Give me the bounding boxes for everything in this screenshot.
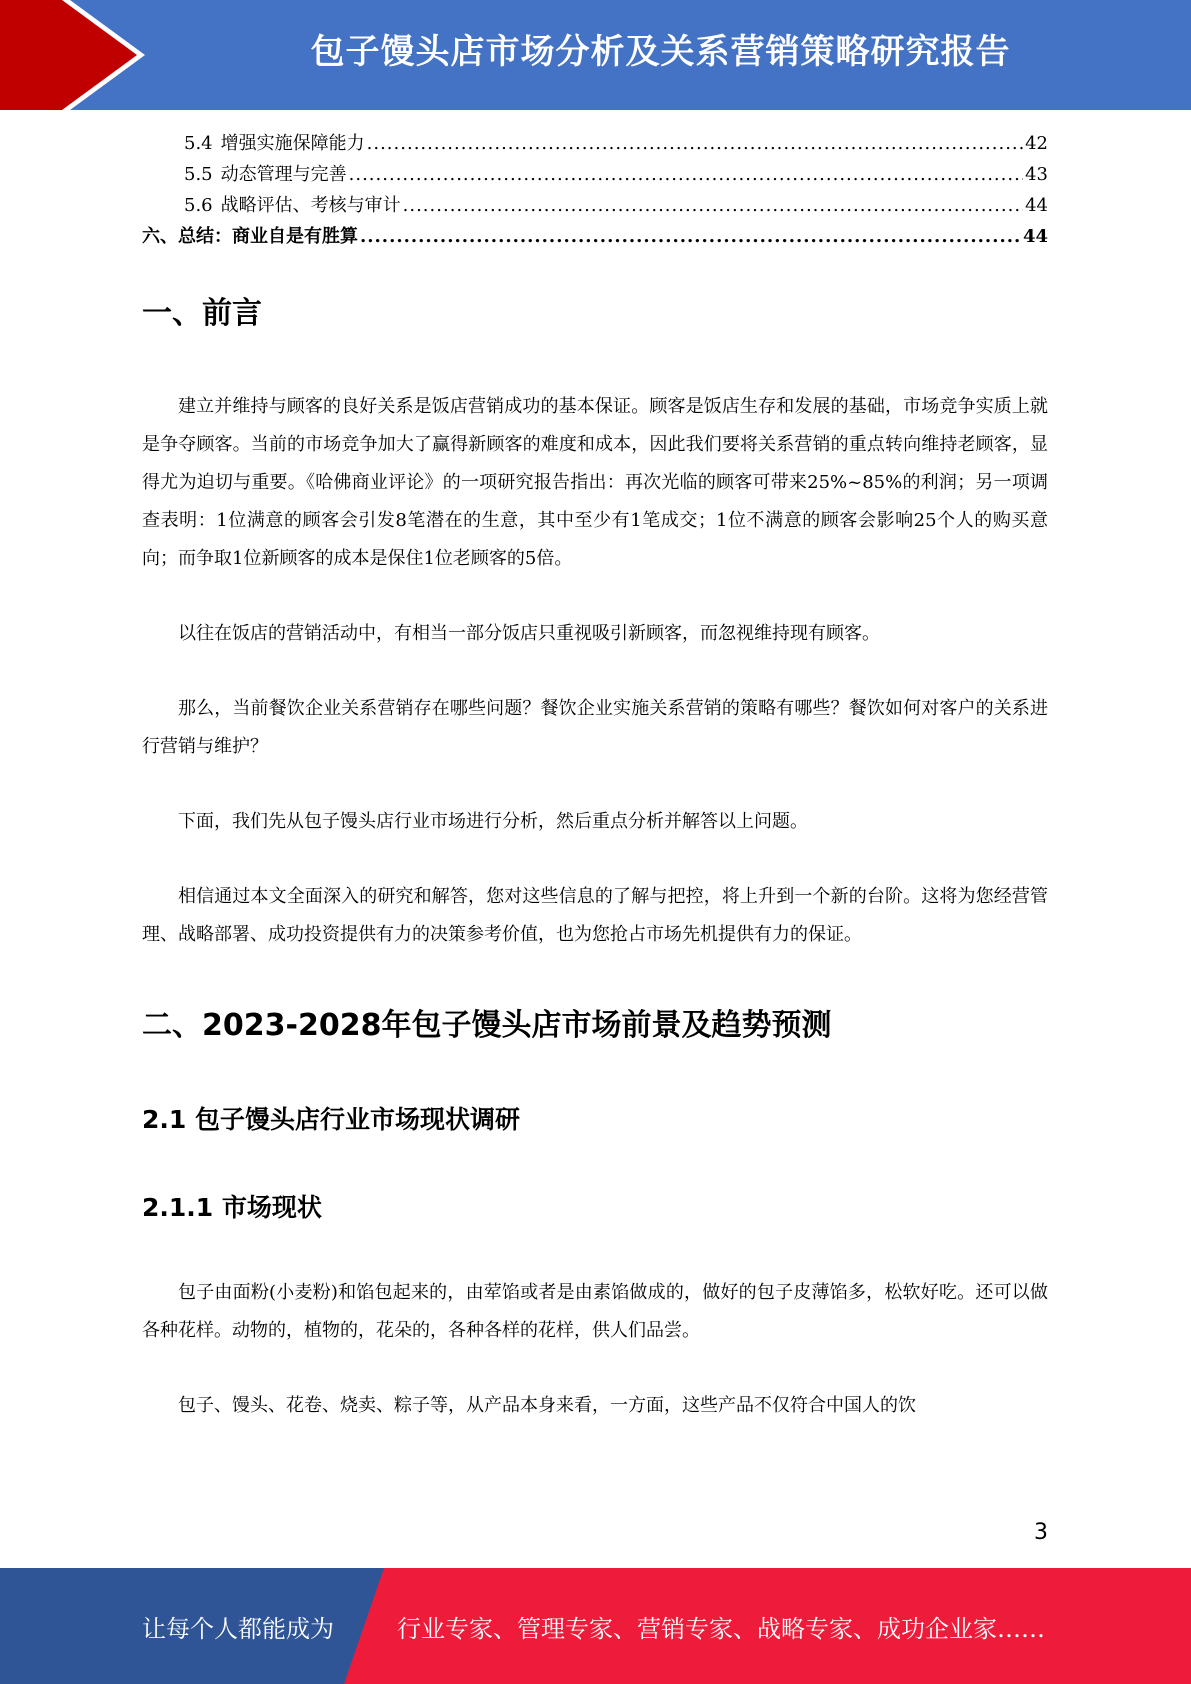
section-heading-foreword: 一、前言 bbox=[142, 296, 262, 331]
toc-entry-page: 42 bbox=[1025, 133, 1048, 154]
paragraph: 相信通过本文全面深入的研究和解答，您对这些信息的了解与把控，将上升到一个新的台阶。这将为您经营管理、战略部署、成功投资提供有力的决策参考价值，也为您抢占市场先机提供有力的保证。 bbox=[142, 886, 1048, 945]
paragraph: 包子由面粉(小麦粉)和馅包起来的，由荤馅或者是由素馅做成的，做好的包子皮薄馅多，松软好吃。还可以做各种花样。动物的，植物的，花朵的，各种各样的花样，供人们品尝。 bbox=[142, 1282, 1048, 1341]
toc-entry-number: 5.6 bbox=[184, 195, 213, 216]
paragraph: 那么，当前餐饮企业关系营销存在哪些问题？餐饮企业实施关系营销的策略有哪些？餐饮如何对客户的关系进行营销与维护？ bbox=[142, 698, 1048, 757]
toc-entry-number: 5.4 bbox=[184, 133, 213, 154]
paragraph: 下面，我们先从包子馒头店行业市场进行分析，然后重点分析并解答以上问题。 bbox=[178, 811, 808, 832]
toc-entry-number: 5.5 bbox=[184, 164, 213, 185]
toc-entry[interactable] bbox=[142, 128, 1048, 159]
table-of-contents bbox=[142, 128, 1048, 252]
toc-entry-title: 动态管理与完善 bbox=[220, 164, 347, 185]
report-title: 包子馒头店市场分析及关系营销策略研究报告 bbox=[310, 32, 1011, 72]
subsection-heading: 2.1 包子馒头店行业市场现状调研 bbox=[142, 1105, 520, 1134]
footer-slogan-right: 行业专家、管理专家、营销专家、战略专家、成功企业家…… bbox=[397, 1615, 1045, 1643]
section-heading-market-outlook: 二、2023-2028年包子馒头店市场前景及趋势预测 bbox=[142, 1008, 832, 1043]
header-arrow-decoration bbox=[0, 0, 160, 110]
toc-entry-page: 44 bbox=[1025, 195, 1048, 216]
footer-slogan-left: 让每个人都能成为 bbox=[142, 1615, 334, 1643]
toc-dot-leader bbox=[367, 128, 1023, 159]
toc-entry-page: 44 bbox=[1022, 226, 1048, 247]
toc-entry-page: 43 bbox=[1025, 164, 1048, 185]
page-footer bbox=[0, 1568, 1191, 1684]
toc-entry-title: 战略评估、考核与审计 bbox=[220, 195, 401, 216]
toc-dot-leader bbox=[349, 159, 1023, 190]
toc-dot-leader bbox=[403, 190, 1023, 221]
subsubsection-heading: 2.1.1 市场现状 bbox=[142, 1193, 322, 1222]
toc-entry-title: 六、总结：商业自是有胜算 bbox=[142, 226, 358, 247]
paragraph: 以往在饭店的营销活动中，有相当一部分饭店只重视吸引新顾客，而忽视维持现有顾客。 bbox=[178, 623, 880, 644]
main-content bbox=[142, 290, 1048, 1425]
toc-entry[interactable] bbox=[142, 159, 1048, 190]
toc-entry[interactable] bbox=[142, 221, 1048, 252]
page-header bbox=[0, 0, 1191, 110]
toc-entry[interactable] bbox=[142, 190, 1048, 221]
paragraph: 包子、馒头、花卷、烧卖、粽子等，从产品本身来看，一方面，这些产品不仅符合中国人的饮 bbox=[178, 1395, 916, 1416]
page-number: 3 bbox=[1034, 1520, 1048, 1545]
toc-entry-title: 增强实施保障能力 bbox=[220, 133, 365, 154]
paragraph: 建立并维持与顾客的良好关系是饭店营销成功的基本保证。顾客是饭店生存和发展的基础，市场竞争实质上就是争夺顾客。当前的市场竞争加大了赢得新顾客的难度和成本，因此我们要将关系营销的重点转向维持老顾客，显得尤为迫切与重要。《哈佛商业评论》的一项研究报告指出：再次光临的顾客可带来25%~85%的利润；另一项调查表明：1位满意的顾客会引发8笔潜在的生意，其中至少有1笔成交；1位不满意的顾客会影响25个人的购买意向；而争取1位新顾客的成本是保住1位老顾客的5倍。 bbox=[142, 396, 1048, 569]
toc-dot-leader bbox=[360, 221, 1021, 252]
